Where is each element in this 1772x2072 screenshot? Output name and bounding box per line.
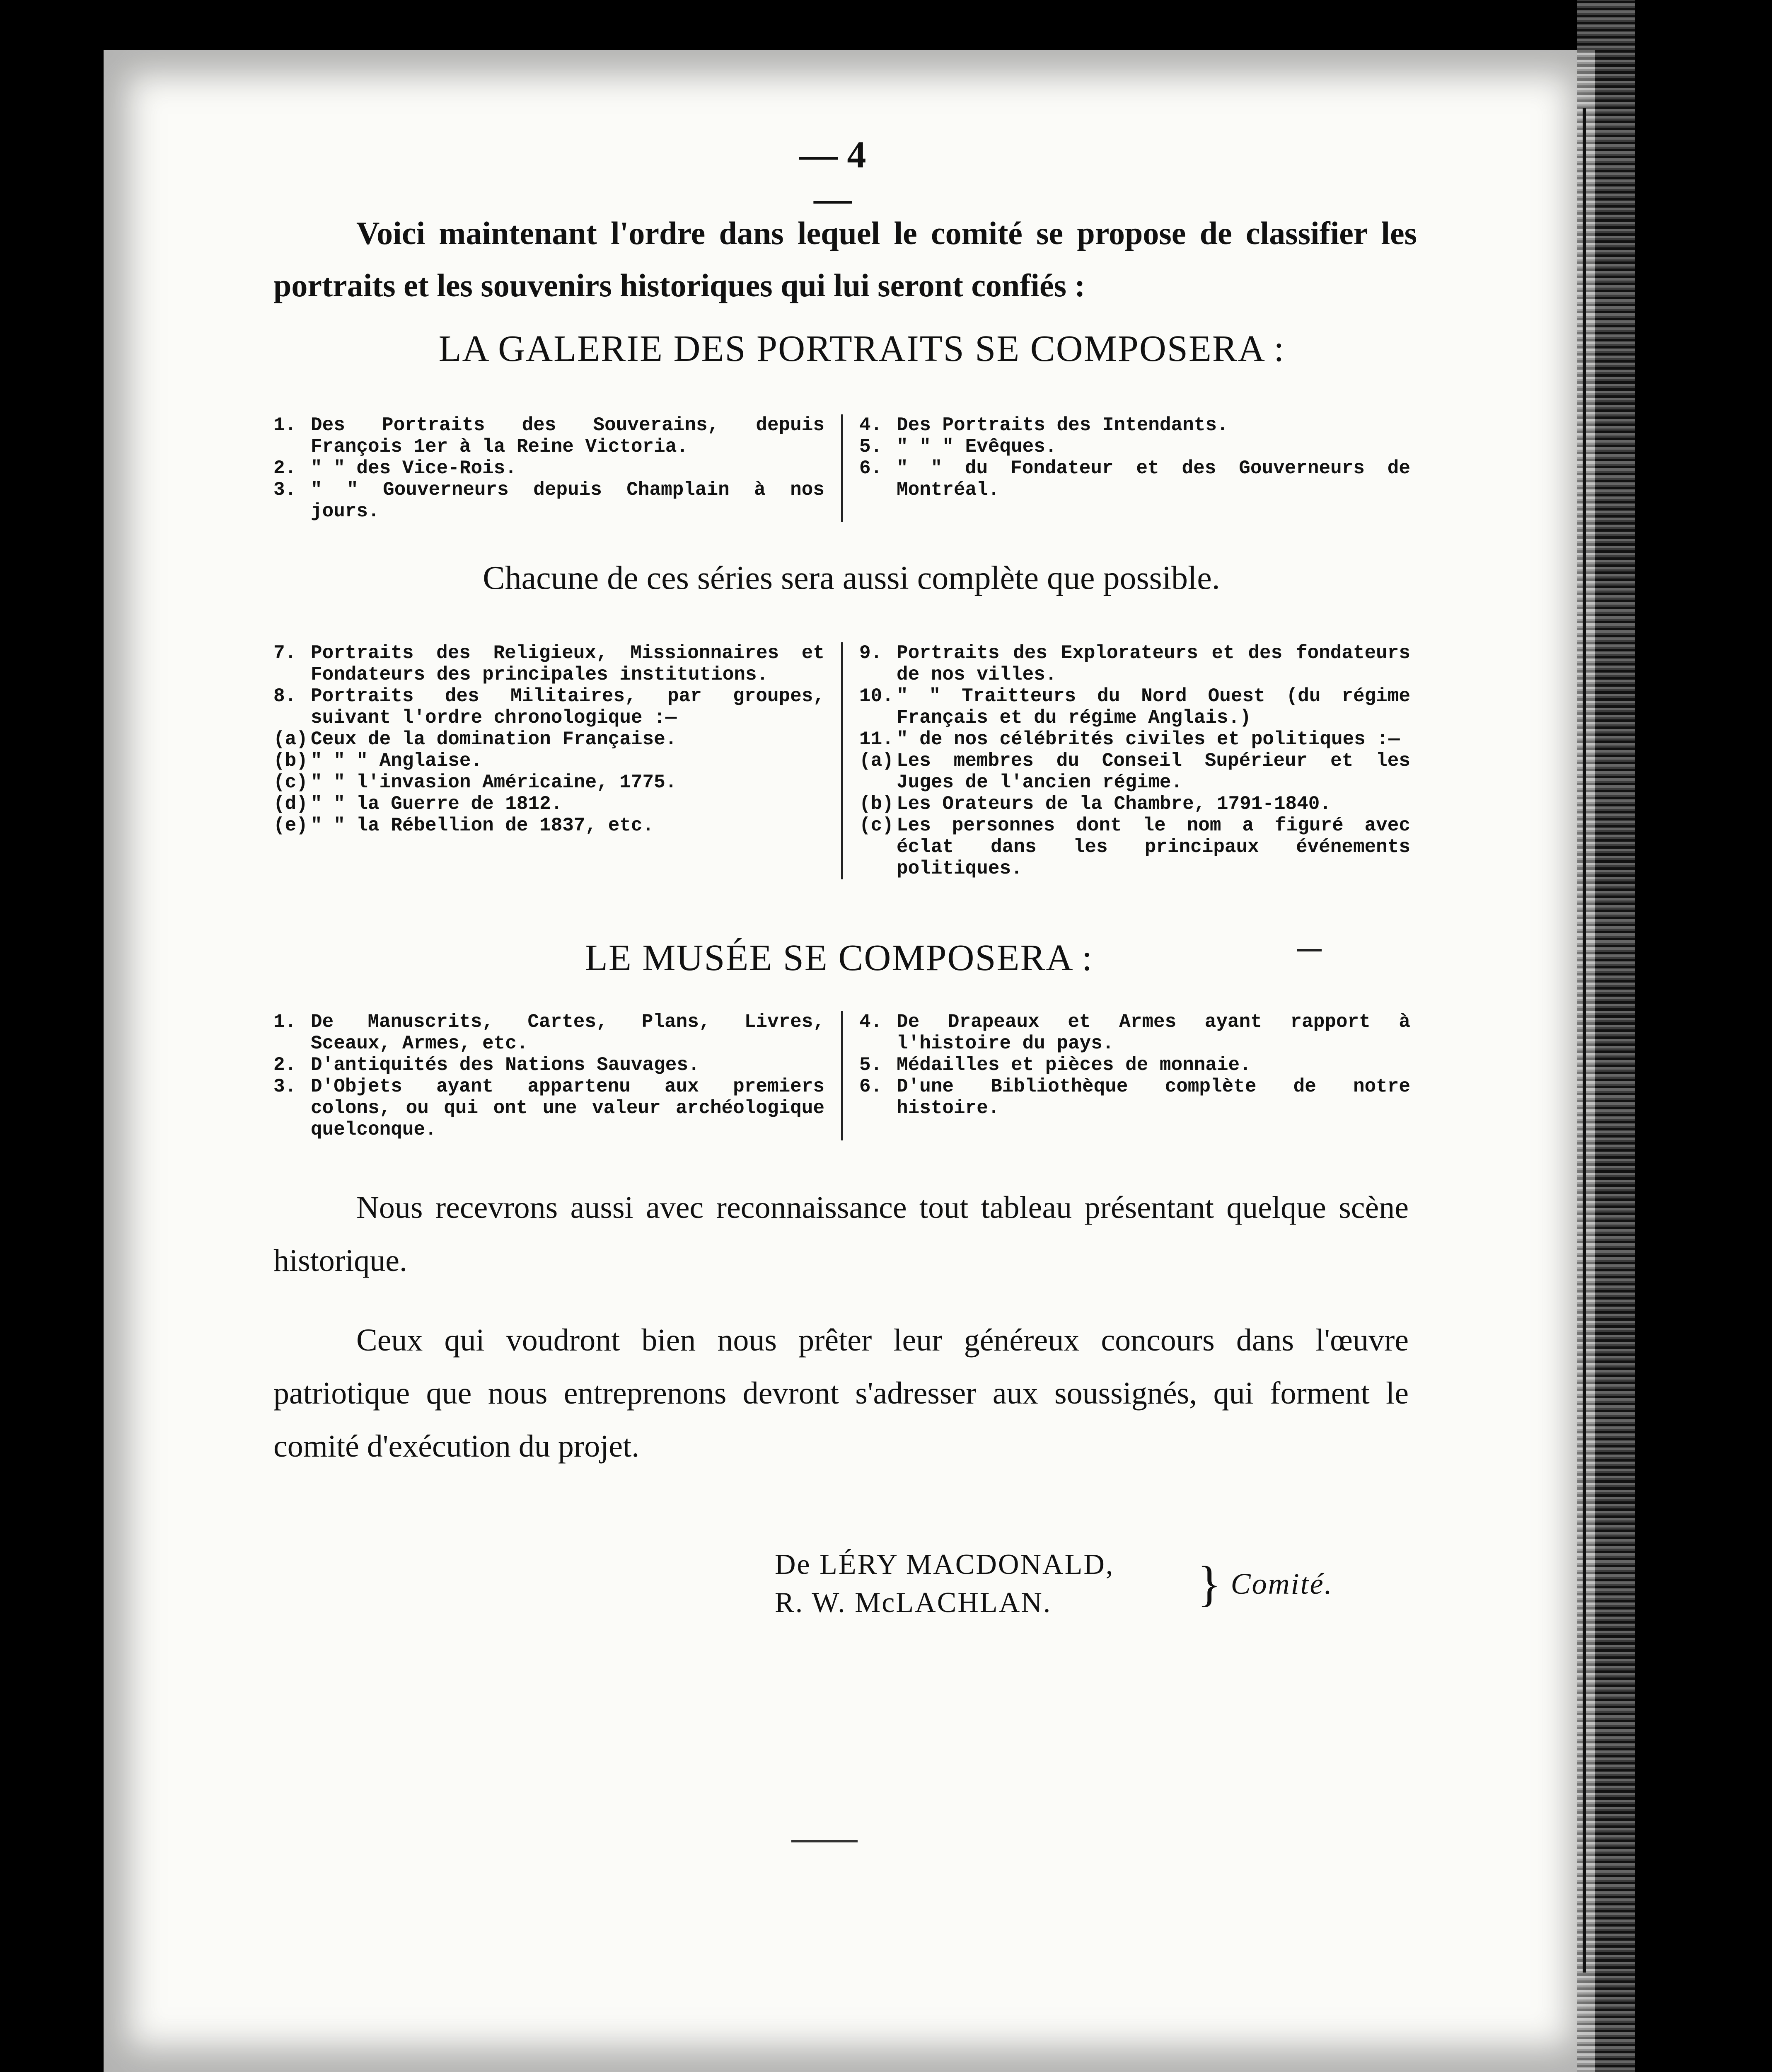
list-item-text: Portraits des Explorateurs et des fondateurs de nos villes.: [897, 642, 1410, 685]
paragraph-tableau-text: Nous recevrons aussi avec reconnaissance tout tableau présentant quelque scène historique.: [273, 1190, 1409, 1278]
list-item-text: D'Objets ayant appartenu aux premiers colons, ou qui ont une valeur archéologique quelconque.: [311, 1076, 824, 1140]
brace-icon: }: [1197, 1556, 1223, 1611]
list-item: [859, 414, 1410, 436]
list-item-text: Les Orateurs de la Chambre, 1791-1840.: [897, 793, 1331, 815]
list-item: [859, 729, 1410, 750]
page-edge-line: [1583, 108, 1586, 1973]
series-list: [273, 642, 1410, 879]
series-col-left: [273, 642, 841, 879]
signature-role: Comité.: [1230, 1567, 1333, 1600]
list-item-text: Portraits des Religieux, Missionnaires et Fondateurs des principales institutions.: [311, 642, 824, 685]
list-item-text: " " " Anglaise.: [311, 750, 483, 772]
list-item: [273, 750, 824, 772]
paragraph-concours-text: Ceux qui voudront bien nous prêter leur généreux concours dans l'œuvre patriotique que nous entreprenons devront s'adresser aux soussignés, qui forment le comité d'exécution du projet.: [273, 1323, 1409, 1464]
list-item-number: 4.: [859, 1011, 882, 1033]
list-item-text: " " Gouverneurs depuis Champlain à nos jours.: [311, 479, 824, 522]
list-item-text: Ceux de la domination Française.: [311, 729, 677, 750]
list-item: [273, 642, 824, 685]
series-note: Chacune de ces séries sera aussi complète que possible.: [483, 560, 1220, 596]
list-item-number: 1.: [273, 414, 297, 436]
closing-rule: [791, 1840, 858, 1842]
musee-col-right: [841, 1011, 1410, 1140]
list-item-text: De Manuscrits, Cartes, Plans, Livres, Sceaux, Armes, etc.: [311, 1011, 824, 1054]
list-item-number: 7.: [273, 642, 297, 664]
list-item: [273, 685, 824, 729]
series-col-right: [841, 642, 1410, 879]
heading-galerie: LA GALERIE DES PORTRAITS SE COMPOSERA :: [438, 328, 1285, 369]
list-item-number: 5.: [859, 1054, 882, 1076]
list-item-text: " " " Evêques.: [897, 436, 1057, 457]
intro-paragraph: [273, 207, 1417, 312]
list-item: [273, 1011, 824, 1054]
list-item-number: (b): [273, 750, 308, 772]
list-item-text: Les membres du Conseil Supérieur et les Juges de l'ancien régime.: [897, 750, 1410, 793]
galerie-list: [273, 414, 1410, 522]
list-item: [273, 1076, 824, 1140]
list-item-number: 11.: [859, 729, 894, 750]
list-item-text: " " du Fondateur et des Gouverneurs de Montréal.: [897, 457, 1410, 501]
dash-mark: [1297, 949, 1322, 951]
list-item-text: Des Portraits des Intendants.: [897, 414, 1228, 436]
signature-name-1: De LÉRY MACDONALD,: [775, 1549, 1114, 1581]
list-item-text: " " la Rébellion de 1837, etc.: [311, 815, 654, 836]
musee-list: [273, 1011, 1410, 1140]
list-item: [273, 793, 824, 815]
list-item-text: Médailles et pièces de monnaie.: [897, 1054, 1251, 1076]
scan-edge-noise: [1577, 0, 1635, 2072]
list-item-text: D'une Bibliothèque complète de notre histoire.: [897, 1076, 1410, 1119]
list-item: [859, 815, 1410, 879]
list-item-number: 8.: [273, 685, 297, 707]
list-item: [859, 1076, 1410, 1119]
list-item-text: " " la Guerre de 1812.: [311, 793, 563, 815]
musee-col-left: [273, 1011, 841, 1140]
signature-name-2: R. W. McLACHLAN.: [775, 1587, 1052, 1619]
list-item-number: 3.: [273, 479, 297, 501]
paragraph-concours: [273, 1314, 1409, 1473]
list-item-number: (a): [859, 750, 894, 772]
list-item-text: De Drapeaux et Armes ayant rapport à l'histoire du pays.: [897, 1011, 1410, 1054]
list-item: [859, 685, 1410, 729]
list-item-number: (c): [273, 772, 308, 793]
list-item: [273, 414, 824, 457]
list-item-number: (b): [859, 793, 894, 815]
list-item-number: 6.: [859, 1076, 882, 1097]
list-item-number: 4.: [859, 414, 882, 436]
galerie-col-left: [273, 414, 841, 522]
list-item-number: (e): [273, 815, 308, 836]
list-item-text: Les personnes dont le nom a figuré avec éclat dans les principaux événements politiques.: [897, 815, 1410, 879]
list-item: [859, 750, 1410, 793]
list-item-number: 3.: [273, 1076, 297, 1097]
list-item: [273, 457, 824, 479]
list-item: [859, 1011, 1410, 1054]
list-item-number: 1.: [273, 1011, 297, 1033]
list-item: [859, 1054, 1410, 1076]
list-item-text: " " l'invasion Américaine, 1775.: [311, 772, 677, 793]
list-item: [273, 729, 824, 750]
intro-text: Voici maintenant l'ordre dans lequel le comité se propose de classifier les portraits et les souvenirs historiques qui lui seront confiés :: [273, 215, 1417, 303]
list-item-number: 2.: [273, 1054, 297, 1076]
list-item: [273, 772, 824, 793]
list-item-number: 10.: [859, 685, 894, 707]
heading-musee: LE MUSÉE SE COMPOSERA :: [585, 937, 1093, 978]
list-item: [859, 457, 1410, 501]
list-item-number: (a): [273, 729, 308, 750]
list-item: [859, 436, 1410, 457]
signature-names: [775, 1546, 1189, 1622]
list-item-text: Des Portraits des Souverains, depuis François 1er à la Reine Victoria.: [311, 414, 824, 457]
list-item-text: " " Traitteurs du Nord Ouest (du régime Français et du régime Anglais.): [897, 685, 1410, 729]
list-item-number: 2.: [273, 457, 297, 479]
signature-block: [775, 1546, 1396, 1622]
list-item-number: 5.: [859, 436, 882, 457]
list-item-text: " de nos célébrités civiles et politiques :—: [897, 729, 1400, 750]
list-item: [273, 479, 824, 522]
list-item-number: 6.: [859, 457, 882, 479]
page-number: — 4 —: [799, 133, 866, 220]
list-item-text: " " des Vice-Rois.: [311, 457, 517, 479]
list-item: [859, 793, 1410, 815]
list-item-text: D'antiquités des Nations Sauvages.: [311, 1054, 700, 1076]
list-item-number: 9.: [859, 642, 882, 664]
list-item-number: (c): [859, 815, 894, 836]
paragraph-tableau: [273, 1181, 1409, 1287]
list-item-number: (d): [273, 793, 308, 815]
list-item-text: Portraits des Militaires, par groupes, suivant l'ordre chronologique :—: [311, 685, 824, 729]
list-item: [273, 815, 824, 836]
galerie-col-right: [841, 414, 1410, 522]
list-item: [859, 642, 1410, 685]
list-item: [273, 1054, 824, 1076]
